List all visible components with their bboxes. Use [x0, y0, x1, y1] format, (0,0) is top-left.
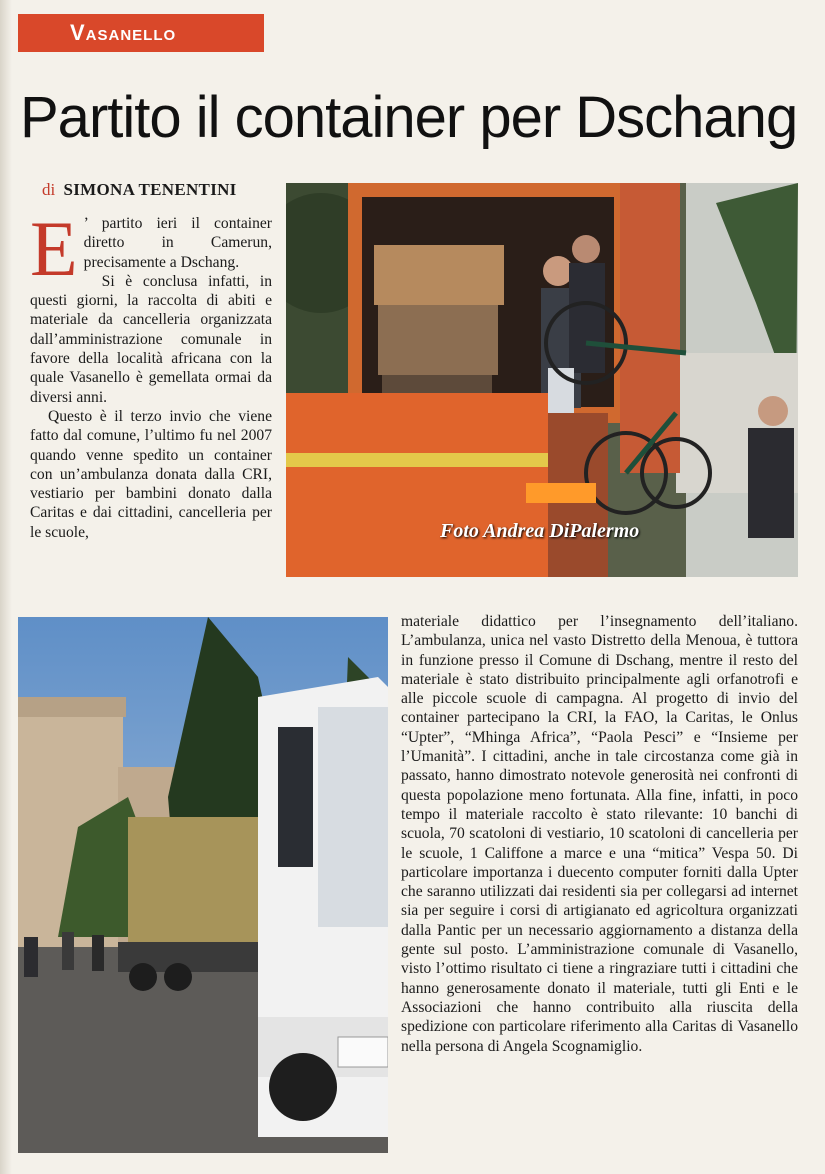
drop-cap: E	[30, 214, 78, 292]
article-paragraph-3: Questo è il terzo invio che viene fatto dal comune, l’ultimo fu nel 2007 quando venne spedito un container con un’ambulanza donata dalla CRI, vestiario per bambini donato dalla Caritas e dai cittadini, cancelleria per le scuole,	[30, 407, 272, 541]
section-tag	[18, 14, 264, 52]
page-edge-shadow	[0, 0, 12, 1174]
article-paragraph-1-text: ’ partito ieri il container diretto in Camerun, precisamente a Dschang.	[83, 215, 272, 271]
photo-truck-castle-image	[18, 617, 388, 1153]
byline-prefix: di	[42, 180, 56, 199]
byline-author: SIMONA TENENTINI	[63, 180, 237, 199]
headline: Partito il container per Dschang	[20, 85, 798, 150]
photo-credit: Foto Andrea DiPalermo	[440, 520, 640, 542]
article-paragraph-4: materiale didattico per l’insegnamento dell’italiano. L’ambulanza, unica nel vasto Distretto della Menoua, è tuttora in funzione presso il Comune di Dschang, mentre il resto del materiale è stato distribuito principalmente agli orfanotrofi e alle piccole scuole di campagna. Al progetto di invio del container partecipano la CRI, la FAO, la Caritas, le Onlus “Upter”, “Mhinga Africa”, “Paola Pesci” e “Insieme per l’Umanità”. I cittadini, anche in tale circostanza come già in passato, hanno dimostrato notevole generosità nei confronti di questa popolazione meno fortunata. Alla fine, infatti, in poco tempo il materiale raccolto è stato rilevante: 10 banchi di scuola, 70 scatoloni di vestiario, 10 scatoloni di cancelleria per le scuole, 1 Califfone a marce e una “mitica” Vespa 50. Di particolare importanza i duecento computer forniti dalla Upter che saranno utilizzati dai residenti sia per collegarsi ad internet sia per seguire i corsi di artigianato ed agricoltura organizzati dalla Pantic per un necessario aggiornamento a distanza della gente sul posto. L’amministrazione comunale di Vasanello, visto l’ottimo risultato ci tiene a ringraziare tutti i cittadini che hanno generosamente donato il materiale, tutti gli Enti e le Associazioni che hanno contribuito alla riuscita della spedizione con particolare riferimento alla Caritas di Vasanello nella persona di Angela Scognamiglio.	[401, 613, 798, 1055]
section-label: Vasanello	[70, 20, 177, 45]
photo-loading-truck	[286, 183, 798, 577]
photo-loading-truck-image	[286, 183, 798, 577]
byline	[42, 178, 272, 202]
article-paragraph-2: Si è conclusa infatti, in questi giorni, la raccolta di abiti e materiale da cancelleria organizzata dall’amministrazione comunale in favore della località africana con la quale Vasanello è gemellata ormai da diversi anni.	[30, 272, 272, 406]
article-paragraph-1	[30, 214, 272, 292]
photo-truck-castle	[18, 617, 388, 1153]
article-column-left	[30, 214, 272, 604]
article-column-right	[401, 612, 798, 1157]
